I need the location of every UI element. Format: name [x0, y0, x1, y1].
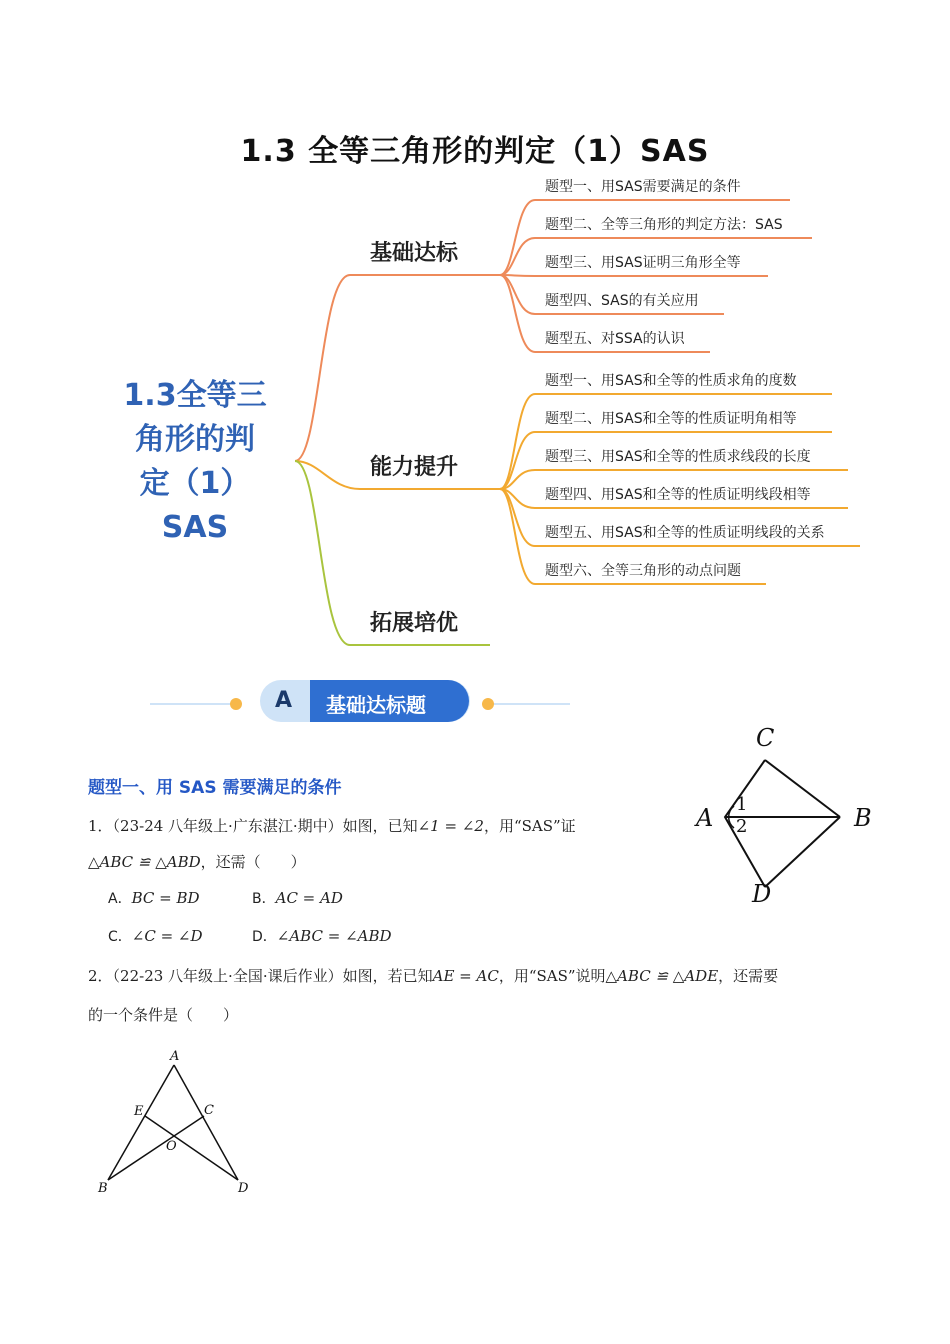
- q1-label-d: D: [752, 880, 772, 908]
- q1-label-b: B: [854, 804, 872, 832]
- page-title: 1.3 全等三角形的判定（1）SAS: [240, 134, 710, 169]
- q1-congruence: △ABC ≌ △ABD: [88, 853, 201, 871]
- q2-label-b: B: [98, 1181, 108, 1196]
- q2-line2: 的一个条件是（ ）: [88, 1006, 239, 1024]
- mindmap-branch-basic: 基础达标: [370, 241, 459, 266]
- q1-label-c: C: [756, 724, 775, 752]
- mindmap-leaf: 题型四、SAS的有关应用: [545, 293, 699, 309]
- q1-option-d[interactable]: [252, 926, 392, 946]
- q1-source: （23-24 八年级上·广东湛江·期中）如图，已知: [112, 817, 418, 835]
- mindmap-leaf: 题型六、全等三角形的动点问题: [545, 563, 741, 579]
- q2-end: ，还需要: [718, 967, 779, 985]
- mindmap-leaf: 题型二、用SAS和全等的性质证明角相等: [545, 411, 797, 427]
- q2-label-e: E: [134, 1104, 144, 1119]
- q1-option-c-text: ∠C = ∠D: [131, 927, 203, 945]
- q1-option-d-text: ∠ABC = ∠ABD: [276, 927, 392, 945]
- q1-option-d-letter: D．: [252, 929, 277, 945]
- mindmap-branch-advanced: 能力提升: [370, 455, 459, 480]
- q2-label-o: O: [166, 1139, 177, 1154]
- q2-source: （22-23 八年级上·全国·课后作业）如图，若已知: [112, 967, 433, 985]
- q1-mid: ，用“SAS”证: [483, 817, 576, 835]
- q1-option-a-letter: A．: [108, 891, 132, 907]
- mindmap-root-line: 定（1）: [139, 466, 251, 501]
- section-title: 基础达标题: [326, 693, 426, 717]
- mindmap-root-line: SAS: [161, 510, 229, 545]
- q1-label-a: A: [696, 804, 714, 832]
- q2-line1: [88, 965, 778, 986]
- mindmap-leaf: 题型二、全等三角形的判定方法：SAS: [545, 217, 783, 233]
- q1-option-a-text: BC = BD: [131, 889, 200, 907]
- q2-number: 2．: [88, 967, 113, 985]
- q2-label-c: C: [204, 1103, 214, 1118]
- mindmap-root-line: 1.3全等三: [123, 378, 267, 413]
- mindmap-leaf: 题型四、用SAS和全等的性质证明线段相等: [545, 487, 811, 503]
- mindmap-root: [105, 374, 285, 550]
- q1-line2-rest: ，还需（ ）: [200, 853, 306, 871]
- q1-option-b[interactable]: [252, 888, 343, 908]
- q1-option-c[interactable]: [108, 926, 203, 946]
- q1-angle-1: 1: [736, 794, 748, 815]
- q1-angle-2: 2: [736, 816, 748, 837]
- q1-line2: [88, 851, 306, 872]
- q1-condition: ∠1 = ∠2: [417, 817, 484, 835]
- mindmap-leaf: 题型三、用SAS和全等的性质求线段的长度: [545, 449, 811, 465]
- mindmap-leaf: 题型三、用SAS证明三角形全等: [545, 255, 741, 271]
- mindmap-root-line: 角形的判: [135, 422, 255, 457]
- q2-mid: ，用“SAS”说明: [498, 967, 606, 985]
- q1-option-a[interactable]: [108, 888, 200, 908]
- mindmap-leaf: 题型一、用SAS需要满足的条件: [545, 179, 741, 195]
- q1-option-b-text: AC = AD: [275, 889, 343, 907]
- q2-condition: AE = AC: [432, 967, 499, 985]
- section-letter: A: [275, 688, 293, 713]
- q1-number: 1．: [88, 817, 113, 835]
- mindmap-connectors: [0, 0, 950, 660]
- mindmap-leaf: 题型五、对SSA的认识: [545, 331, 685, 347]
- q1-option-c-letter: C．: [108, 929, 132, 945]
- q1-figure: [690, 722, 880, 912]
- q2-figure: [90, 1045, 260, 1200]
- mindmap-leaf: 题型五、用SAS和全等的性质证明线段的关系: [545, 525, 825, 541]
- q1-line1: [88, 815, 576, 836]
- q1-option-b-letter: B．: [252, 891, 276, 907]
- mindmap-leaf: 题型一、用SAS和全等的性质求角的度数: [545, 373, 797, 389]
- mindmap-branch-extension: 拓展培优: [370, 611, 459, 636]
- q2-congruence: △ABC ≌ △ADE: [605, 967, 719, 985]
- question-type-heading: 题型一、用 SAS 需要满足的条件: [88, 778, 342, 798]
- q2-label-a: A: [170, 1049, 180, 1064]
- q2-label-d: D: [238, 1181, 249, 1196]
